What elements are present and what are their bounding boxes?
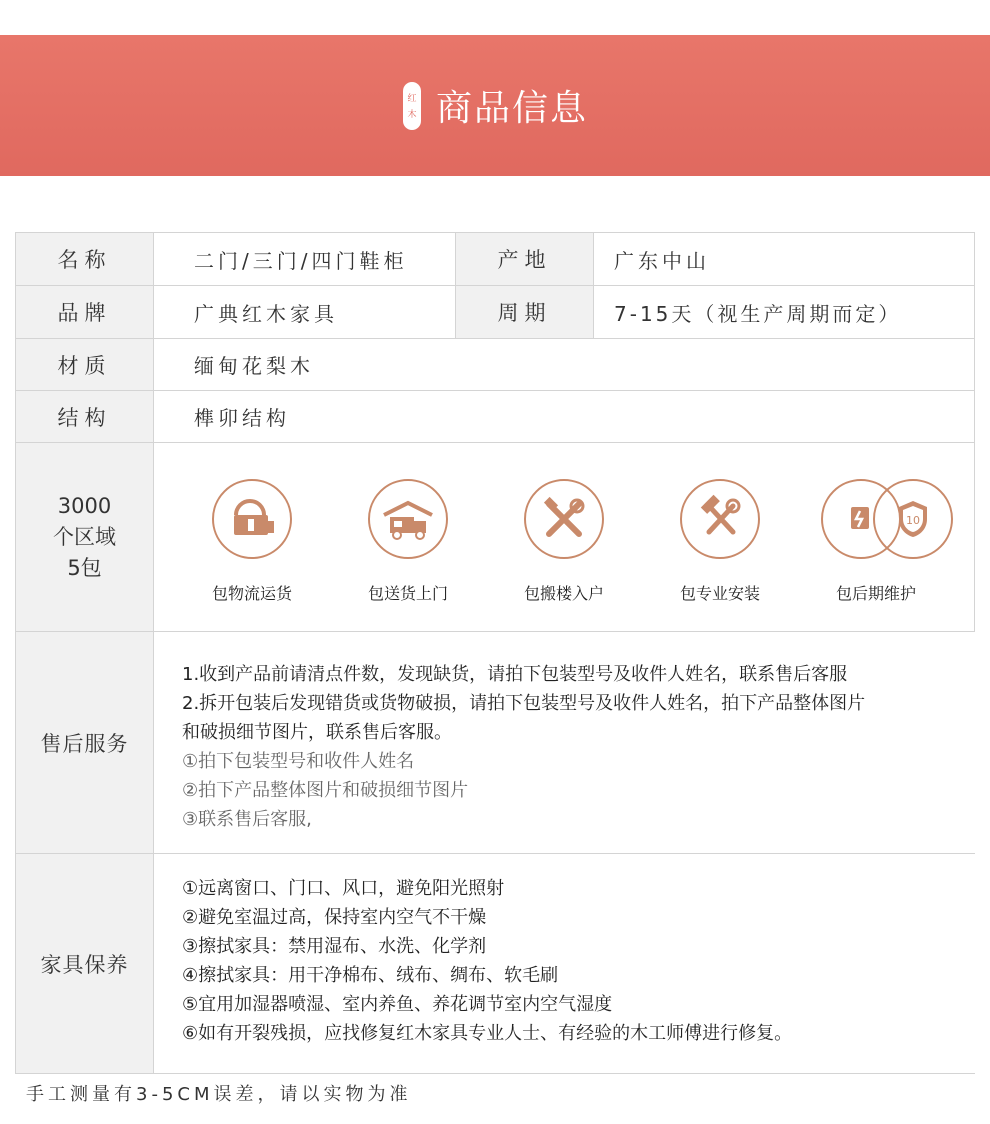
structure-label: 结构 [16, 391, 154, 442]
service-icon-circle [821, 479, 920, 559]
origin-value: 广东中山 [594, 233, 975, 285]
after-sales-subline: ②拍下产品整体图片和破损细节图片 [182, 780, 469, 801]
svg-text:红: 红 [407, 93, 417, 104]
hammer-wrench-icon [695, 494, 745, 544]
after-sales-text [154, 632, 975, 853]
service-icon-circle [680, 479, 760, 559]
after-sales-line: 和破损细节图片，联系售后客服。 [182, 722, 452, 743]
after-sales-subline: ①拍下包装型号和收件人姓名 [182, 751, 415, 772]
maintenance-line: ④擦拭家具：用干净棉布、绒布、绸布、软毛刷 [182, 965, 559, 986]
warranty-shield-icon [895, 499, 931, 539]
service-item [504, 479, 624, 604]
tools-icon [539, 494, 589, 544]
services-label-line: 5包 [67, 555, 102, 580]
services-label-line: 个区域 [53, 524, 116, 549]
services-list [154, 443, 975, 631]
table-row [16, 854, 975, 1074]
material-value: 缅甸花梨木 [154, 339, 975, 390]
service-item [348, 479, 468, 604]
service-icon-circle [212, 479, 292, 559]
maintenance-label: 家具保养 [16, 854, 154, 1073]
svg-text:木: 木 [407, 109, 417, 120]
table-row [16, 391, 975, 443]
warranty-badge: 10 [906, 514, 920, 527]
after-sales-subline: ③联系售后客服, [182, 809, 312, 830]
page-title: 商品信息 [435, 88, 588, 129]
table-row [16, 339, 975, 391]
service-label: 包物流运货 [211, 584, 292, 603]
name-value: 二门/三门/四门鞋柜 [154, 233, 456, 285]
origin-label: 产地 [456, 233, 594, 285]
name-label: 名称 [16, 233, 154, 285]
period-value: 7-15天（视生产周期而定） [594, 286, 975, 338]
brand-label: 品牌 [16, 286, 154, 338]
after-sales-line: 2.拆开包装后发现错货或货物破损，请拍下包装型号及收件人姓名，拍下产品整体图片 [182, 693, 866, 714]
table-row [16, 286, 975, 339]
material-label: 材质 [16, 339, 154, 390]
service-icon-circle [524, 479, 604, 559]
service-label: 包搬楼入户 [523, 584, 604, 603]
maintenance-line: ③擦拭家具：禁用湿布、水洗、化学剂 [182, 936, 487, 957]
table-row [16, 233, 975, 286]
maintenance-line: ⑥如有开裂残损，应找修复红木家具专业人士、有经验的木工师傅进行修复。 [182, 1023, 793, 1044]
seal-logo [402, 81, 422, 131]
service-label: 包专业安装 [679, 584, 760, 603]
header-banner [0, 35, 990, 176]
maintenance-line: ①远离窗口、门口、风口，避免阳光照射 [182, 878, 505, 899]
services-label [16, 443, 154, 631]
service-item [660, 479, 780, 604]
service-item [816, 479, 936, 604]
warranty-circle [873, 479, 953, 559]
maintenance-line: ⑤宜用加湿器喷湿、室内养鱼、养花调节室内空气湿度 [182, 994, 613, 1015]
service-icon-circle [368, 479, 448, 559]
product-info-table [15, 232, 975, 1074]
period-label: 周期 [456, 286, 594, 338]
service-label: 包后期维护 [835, 584, 916, 603]
after-sales-label: 售后服务 [16, 632, 154, 853]
structure-value: 榫卯结构 [154, 391, 975, 442]
service-item [192, 479, 312, 604]
footer-note: 手工测量有3-5CM误差，请以实物为准 [26, 1084, 412, 1105]
brand-value: 广典红木家具 [154, 286, 456, 338]
maintenance-line: ②避免室温过高，保持室内空气不干燥 [182, 907, 487, 928]
delivery-box-icon [226, 497, 278, 541]
services-label-line: 3000 [57, 493, 112, 518]
table-row [16, 443, 975, 632]
table-row [16, 632, 975, 854]
after-sales-line: 1.收到产品前请清点件数，发现缺货，请拍下包装型号及收件人姓名，联系售后客服 [182, 664, 848, 685]
truck-icon [380, 497, 436, 541]
service-label: 包送货上门 [367, 584, 448, 603]
maintenance-text [154, 854, 975, 1073]
